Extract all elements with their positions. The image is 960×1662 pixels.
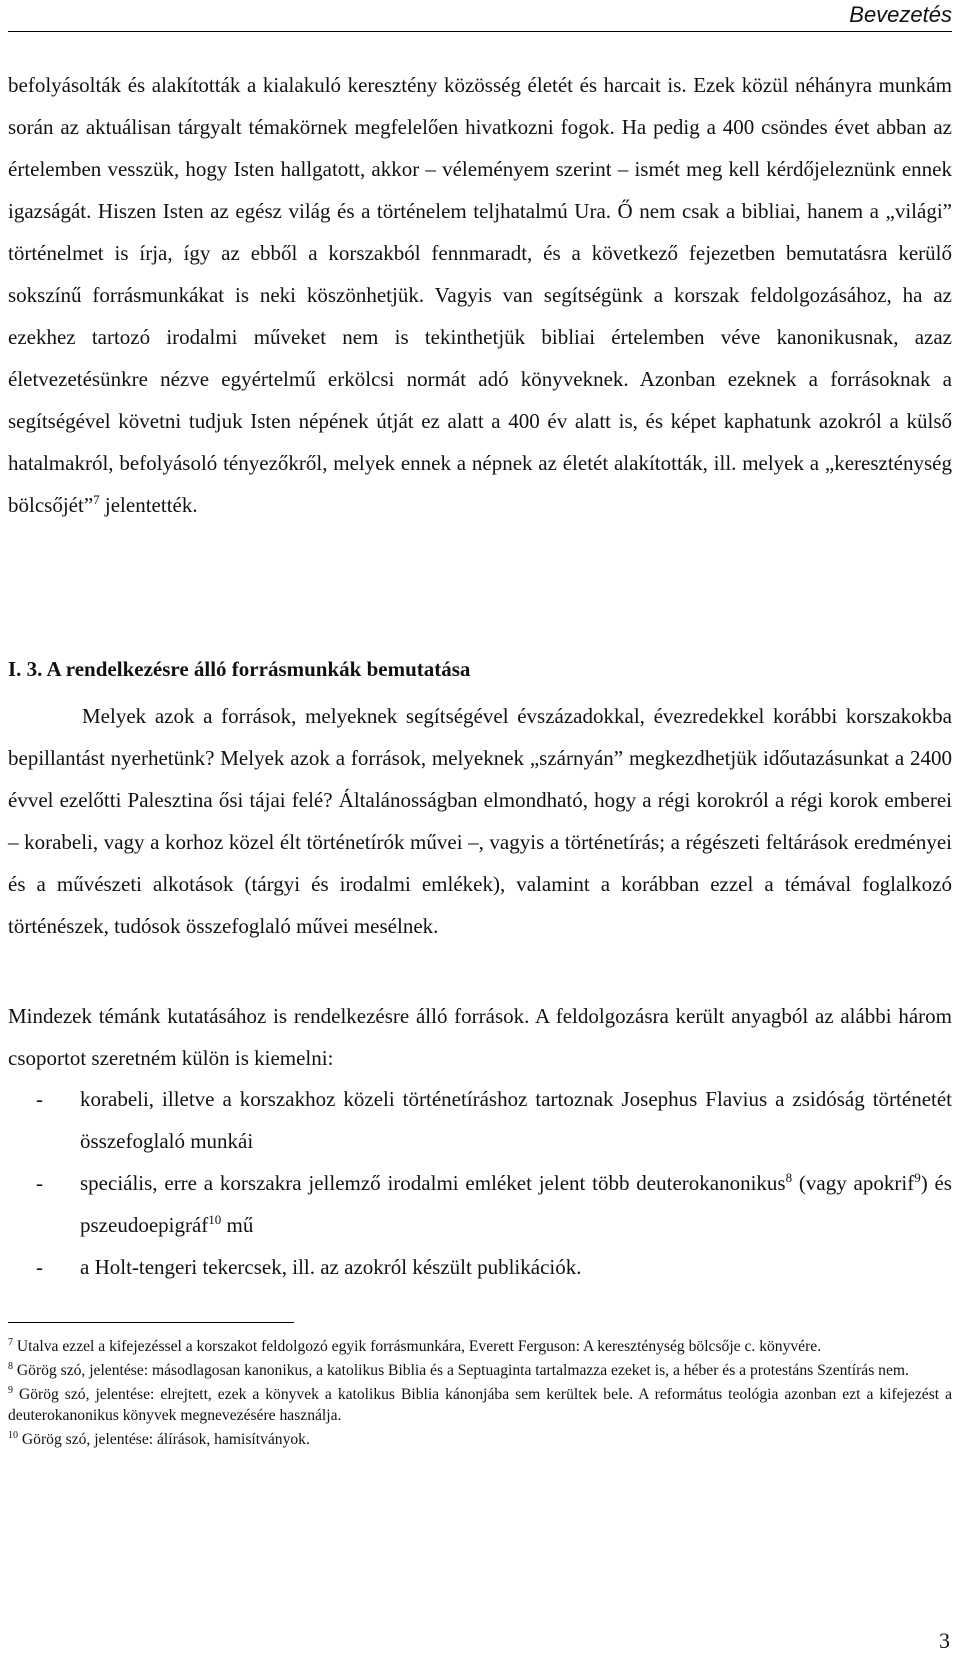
section-number: I. 3. xyxy=(8,657,43,681)
footnote-text: Görög szó, jelentése: álírások, hamisítványok. xyxy=(18,1431,310,1448)
footnote-number: 7 xyxy=(8,1336,13,1348)
list-item-text: korabeli, illetve a korszakhoz közeli történetíráshoz tartoznak Josephus Flavius a zsidóság történetét összefoglaló munkái xyxy=(80,1087,952,1153)
footnote-ref-9[interactable]: 9 xyxy=(914,1170,921,1185)
main-paragraph-text: befolyásolták és alakították a kialakuló keresztény közösség életét és harcait is. Ezek közül néhányra munkám során az aktuálisan tárgyalt témakörnek megfelelően hivatkozni fogok. Ha pedig a 400 csöndes évet abban az értelemben vesszük, hogy Isten hallgatott, akkor – véleményem szerint – ismét meg kell kérdőjeleznünk ennek igazságát. Hiszen Isten az egész világ és a történelem teljhatalmú Ura. Ő nem csak a bibliai, hanem a „világi” történelmet is írja, így az ebből a korszakból fennmaradt, és a következő fejezetben bemutatásra kerülő sokszínű forrásmunkákat is neki köszönhetjük. Vagyis van segítségünk a korszak feldolgozásához, ha az ezekhez tartozó irodalmi műveket nem is tekinthetjük bibliai értelemben véve kanonikusnak, azaz életvezetésünkre nézve egyértelmű erkölcsi normát adó könyveknek. Azonban ezeknek a forrásoknak a segítségével követni tudjuk Isten népének útját ez alatt a 400 év alatt is, és képet kaphatunk azokról a külső hatalmakról, befolyásoló tényezőkről, melyek ennek a népnek az életét alakították, ill. melyek a „kereszténység bölcsőjét” xyxy=(8,73,952,517)
footnote-number: 8 xyxy=(8,1360,13,1372)
intro-paragraph: Melyek azok a források, melyeknek segítségével évszázadokkal, évezredekkel korábbi korszakokba bepillantást nyerhetünk? Melyek azok a források, melyeknek „szárnyán” megkezdhetjük időutazásunkat a 2400 évvel ezelőtti Palesztina ősi tájai felé? Általánosságban elmondható, hogy a régi korokról a régi korok emberei – korabeli, vagy a korhoz közel élt történetírók művei –, vagyis a történetírás; a régészeti feltárások eredményei és a művészeti alkotások (tárgyi és irodalmi emlékek), valamint a korábban ezzel a témával foglalkozó történészek, tudósok összefoglaló művei mesélnek. xyxy=(8,704,952,938)
sources-paragraph: Mindezek témánk kutatásához is rendelkezésre álló források. A feldolgozásra került anyagból az alábbi három csoportot szeretném külön is kiemelni: xyxy=(8,1004,952,1070)
footnote-text: Görög szó, jelentése: elrejtett, ezek a könyvek a katolikus Biblia kánonjába sem kerültek bele. A református teológia azonban ezt a kifejezést a deuterokanonikus könyvek megnevezésére használja. xyxy=(8,1386,952,1424)
section-title: A rendelkezésre álló forrásmunkák bemutatása xyxy=(46,657,471,681)
running-header-title: Bevezetés xyxy=(849,2,952,27)
footnote-number: 9 xyxy=(8,1384,13,1396)
footnote-8 xyxy=(8,1360,952,1381)
source-groups-list xyxy=(8,1078,952,1288)
list-item xyxy=(8,1078,952,1162)
footnote-ref-8[interactable]: 8 xyxy=(785,1170,793,1185)
list-item-text: speciális, erre a korszakra jellemző irodalmi emléket jelent több deuterokanonikus xyxy=(80,1171,786,1195)
footnote-ref-7[interactable]: 7 xyxy=(93,492,100,507)
footnote-9 xyxy=(8,1384,952,1426)
page-number: 3 xyxy=(939,1628,950,1653)
list-item xyxy=(8,1162,952,1246)
footnote-ref-10[interactable]: 10 xyxy=(208,1212,222,1227)
footnotes xyxy=(8,1336,952,1453)
list-item-text: ) és pszeudoepigráf xyxy=(80,1171,952,1237)
list-item-text: (vagy apokrif xyxy=(792,1171,915,1195)
footnote-text: Utalva ezzel a kifejezéssel a korszakot feldolgozó egyik forrásmunkára, Everett Ferguson: A kereszténység bölcsője c. könyvére. xyxy=(13,1338,822,1355)
main-paragraph xyxy=(8,64,952,526)
section-heading xyxy=(8,654,470,684)
list-dash: - xyxy=(36,1255,43,1279)
list-item-text: a Holt-tengeri tekercsek, ill. az azokról készült publikációk. xyxy=(80,1255,582,1279)
footnote-number: 10 xyxy=(8,1429,18,1441)
footnote-text: Görög szó, jelentése: másodlagosan kanonikus, a katolikus Biblia és a Septuaginta tartalmazza ezeket is, a héber és a protestáns Szentírás nem. xyxy=(13,1362,909,1379)
list-dash: - xyxy=(36,1087,43,1111)
header-divider xyxy=(8,31,952,32)
list-item xyxy=(8,1246,952,1288)
main-paragraph-end: jelentették. xyxy=(99,493,198,517)
footnote-10 xyxy=(8,1429,952,1450)
footnote-7 xyxy=(8,1336,952,1357)
list-item-text: mű xyxy=(221,1213,254,1237)
footnote-divider xyxy=(8,1322,294,1323)
list-dash: - xyxy=(36,1171,43,1195)
